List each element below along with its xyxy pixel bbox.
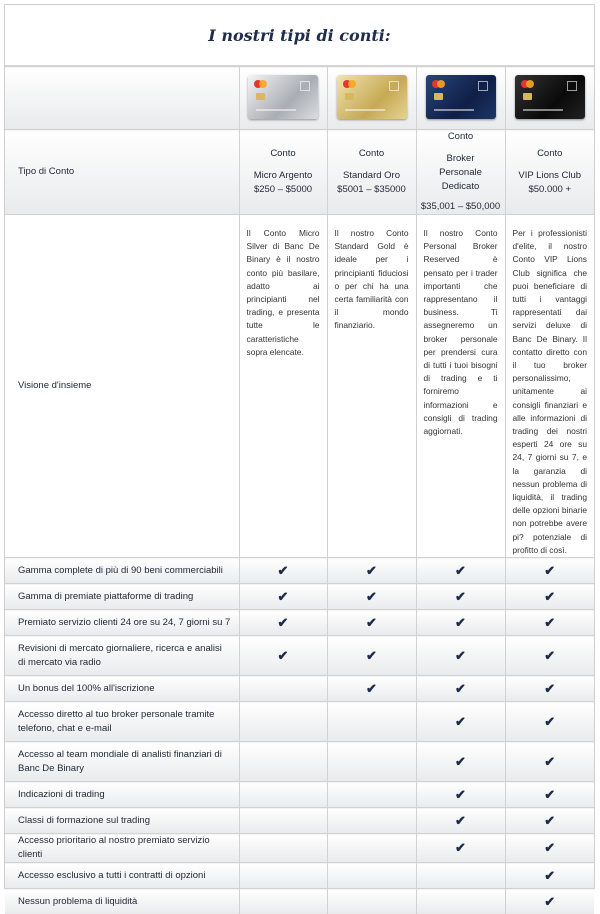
account-name-cell: Conto Micro Argento $250 – $5000: [239, 130, 327, 215]
feature-label: Gamma di premiate piattaforme di trading: [5, 584, 239, 610]
feature-row: [5, 636, 594, 676]
feature-row: [5, 584, 594, 610]
feature-row: [5, 782, 594, 808]
comparison-table: [5, 66, 594, 914]
checkmark-icon: ✔: [505, 636, 594, 676]
checkmark-icon: ✔: [239, 610, 327, 636]
checkmark-icon: ✔: [239, 558, 327, 584]
feature-label: Revisioni di mercato giornaliere, ricerca e analisi di mercato via radio: [5, 636, 239, 676]
card-images-row: [5, 67, 594, 130]
checkmark-icon: ✔: [327, 584, 416, 610]
account-name-cell: Conto VIP Lions Club $50.000 +: [505, 130, 594, 215]
account-name-cell: Conto Standard Oro $5001 – $35000: [327, 130, 416, 215]
feature-row: [5, 676, 594, 702]
empty-cell: [327, 863, 416, 889]
feature-row: [5, 610, 594, 636]
feature-label: Un bonus del 100% all'iscrizione: [5, 676, 239, 702]
checkmark-icon: ✔: [416, 584, 505, 610]
checkmark-icon: ✔: [327, 636, 416, 676]
empty-cell: [239, 834, 327, 863]
checkmark-icon: ✔: [416, 808, 505, 834]
checkmark-icon: ✔: [416, 834, 505, 863]
empty-cell: [416, 889, 505, 914]
empty-cell: [239, 782, 327, 808]
account-description: Il nostro Conto Standard Gold è ideale per i principianti fiduciosi o per chi ha una certa familiarità con il mondo finanziario.: [327, 215, 416, 558]
feature-label: Accesso al team mondiale di analisti finanziari di Banc De Binary: [5, 742, 239, 782]
account-type-label: Tipo di Conto: [5, 130, 239, 215]
feature-row: [5, 742, 594, 782]
feature-label: Classi di formazione sul trading: [5, 808, 239, 834]
feature-label: Indicazioni di trading: [5, 782, 239, 808]
feature-row: [5, 834, 594, 863]
gold-card-icon: [337, 75, 407, 119]
silver-card-icon: [248, 75, 318, 119]
empty-cell: [327, 742, 416, 782]
empty-cell: [416, 863, 505, 889]
empty-cell: [327, 782, 416, 808]
checkmark-icon: ✔: [505, 889, 594, 914]
checkmark-icon: ✔: [505, 702, 594, 742]
feature-label: Nessun problema di liquidità: [5, 889, 239, 914]
feature-row: [5, 702, 594, 742]
account-name-cell: Conto Broker Personale Dedicato $35,001 – $50,000: [416, 130, 505, 215]
checkmark-icon: ✔: [327, 558, 416, 584]
empty-corner-cell: [5, 67, 239, 130]
empty-cell: [239, 676, 327, 702]
checkmark-icon: ✔: [505, 584, 594, 610]
account-type-row: [5, 130, 594, 215]
empty-cell: [239, 742, 327, 782]
black-card-icon: [515, 75, 585, 119]
checkmark-icon: ✔: [416, 558, 505, 584]
checkmark-icon: ✔: [505, 834, 594, 863]
feature-label: Accesso esclusivo a tutti i contratti di opzioni: [5, 863, 239, 889]
overview-label: Visione d'insieme: [5, 215, 239, 558]
feature-row: [5, 889, 594, 914]
empty-cell: [327, 834, 416, 863]
checkmark-icon: ✔: [505, 742, 594, 782]
account-description: Per i professionisti d'elite, il nostro Conto VIP Lions Club significa che puoi beneficiare di tutti i vantaggi rappresentati dai servizi deluxe di Banc De Binary. Il contatto diretto con il tuo broker personalissimo, unitamente ai consigli finanziari e alle informazioni di trading dei nostri esperti 24 ore su 24, 7 giorni su 7, e la garanzia di nessun problema di liquidità, il trading delle opzioni binarie non potrebbe avere pi? potenziale di profitto di così.: [505, 215, 594, 558]
empty-cell: [239, 702, 327, 742]
checkmark-icon: ✔: [239, 636, 327, 676]
checkmark-icon: ✔: [416, 782, 505, 808]
overview-row: [5, 215, 594, 558]
checkmark-icon: ✔: [505, 863, 594, 889]
feature-label: Premiato servizio clienti 24 ore su 24, 7 giorni su 7: [5, 610, 239, 636]
empty-cell: [239, 863, 327, 889]
checkmark-icon: ✔: [416, 676, 505, 702]
checkmark-icon: ✔: [505, 610, 594, 636]
checkmark-icon: ✔: [327, 676, 416, 702]
feature-label: Accesso prioritario al nostro premiato servizio clienti: [5, 834, 239, 863]
empty-cell: [327, 808, 416, 834]
feature-row: [5, 808, 594, 834]
empty-cell: [327, 702, 416, 742]
feature-row: [5, 558, 594, 584]
empty-cell: [327, 889, 416, 914]
checkmark-icon: ✔: [505, 676, 594, 702]
checkmark-icon: ✔: [505, 782, 594, 808]
checkmark-icon: ✔: [239, 584, 327, 610]
account-types-panel: [4, 4, 595, 909]
title-bar: [5, 5, 594, 66]
empty-cell: [239, 889, 327, 914]
checkmark-icon: ✔: [505, 558, 594, 584]
blue-card-icon: [426, 75, 496, 119]
feature-label: Accesso diretto al tuo broker personale tramite telefono, chat e e-mail: [5, 702, 239, 742]
page-title: I nostri tipi di conti:: [208, 25, 391, 45]
feature-row: [5, 863, 594, 889]
account-description: Il Conto Micro Silver di Banc De Binary è il nostro conto più basilare, adatto ai principianti nel trading, e presenta tutte le caratteristiche sopra elencate.: [239, 215, 327, 558]
checkmark-icon: ✔: [327, 610, 416, 636]
checkmark-icon: ✔: [505, 808, 594, 834]
account-description: Il nostro Conto Personal Broker Reserved è pensato per i trader importanti che rappresentano il business. Ti assegneremo un broker personale per prendersi cura di tutti i tuoi bisogni di trading e ti forniremo informazioni e consigli di trading aggiornati.: [416, 215, 505, 558]
empty-cell: [239, 808, 327, 834]
checkmark-icon: ✔: [416, 636, 505, 676]
checkmark-icon: ✔: [416, 702, 505, 742]
checkmark-icon: ✔: [416, 610, 505, 636]
feature-label: Gamma complete di più di 90 beni commerciabili: [5, 558, 239, 584]
checkmark-icon: ✔: [416, 742, 505, 782]
